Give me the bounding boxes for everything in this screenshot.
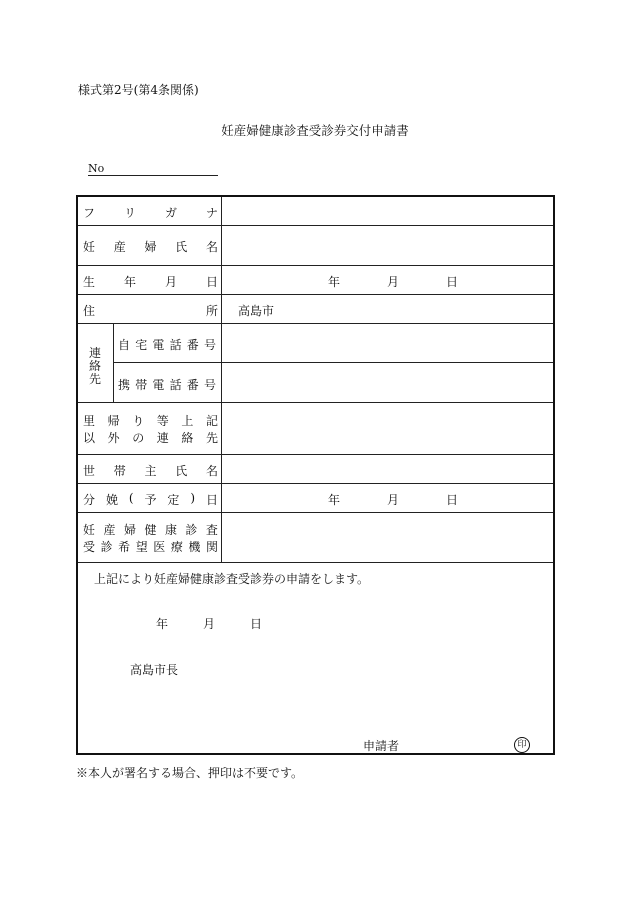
name-label: 妊 産 婦 氏 名 <box>83 240 218 254</box>
addressee: 高島市長 <box>130 663 179 677</box>
other-contact-label-1: 里 帰 り 等 上 記 <box>83 414 218 428</box>
due-date-label: 分 娩 ( 予 定 ) 日 <box>83 491 218 507</box>
seal-mark: 印 <box>514 737 530 753</box>
household-head-field[interactable] <box>223 456 551 481</box>
application-date-field[interactable]: 年 月 日 <box>156 617 262 631</box>
applicant-label: 申請者 <box>363 739 400 753</box>
clinic-label-2: 受 診 希 望 医 療 機 関 <box>83 540 218 554</box>
furigana-field[interactable] <box>223 199 551 223</box>
other-contact-field[interactable] <box>223 404 551 452</box>
home-phone-field[interactable] <box>223 325 551 361</box>
due-date-field[interactable]: 年 月 日 <box>328 493 458 507</box>
clinic-label-1: 妊 産 婦 健 康 診 査 <box>83 523 218 537</box>
other-contact-label-2: 以 外 の 連 絡 先 <box>83 431 218 445</box>
footer-note: ※本人が署名する場合、押印は不要です。 <box>76 766 304 780</box>
form-number: 様式第2号(第4条関係) <box>78 83 199 97</box>
furigana-label: フ リ ガ ナ <box>83 206 218 220</box>
number-field[interactable] <box>88 161 218 176</box>
household-head-label: 世 帯 主 氏 名 <box>83 464 218 478</box>
address-field[interactable]: 高島市 <box>238 304 275 318</box>
application-form-table <box>76 195 555 755</box>
application-statement: 上記により妊産婦健康診査受診券の申請をします。 <box>94 572 370 586</box>
birthdate-field[interactable]: 年 月 日 <box>328 275 458 289</box>
mobile-phone-label: 携 帯 電 話 番 号 <box>118 378 216 392</box>
clinic-field[interactable] <box>223 514 551 560</box>
document-title: 妊産婦健康診査受診券交付申請書 <box>221 123 409 138</box>
number-label: No <box>88 162 105 175</box>
mobile-phone-field[interactable] <box>223 364 551 400</box>
contact-group-label: 連 絡 先 <box>88 346 101 386</box>
address-label: 住 所 <box>83 304 218 318</box>
birthdate-label: 生 年 月 日 <box>83 275 218 289</box>
home-phone-label: 自 宅 電 話 番 号 <box>118 338 216 352</box>
name-field[interactable] <box>223 227 551 263</box>
